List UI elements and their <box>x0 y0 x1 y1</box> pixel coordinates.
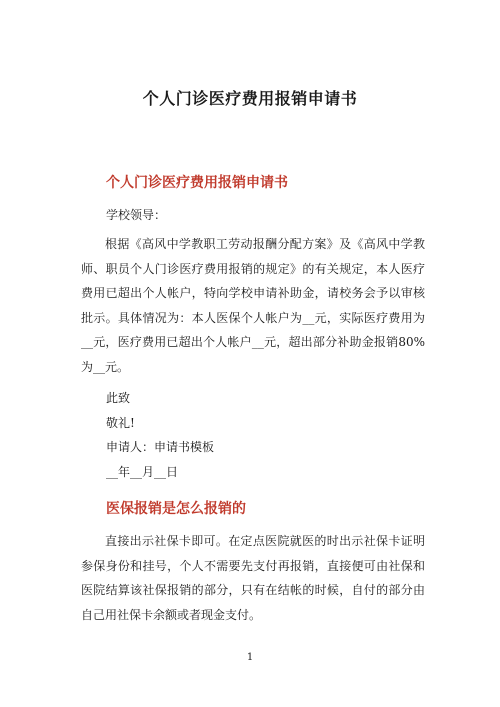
closing-line-2: 敬礼! <box>106 416 135 430</box>
section-heading-application: 个人门诊医疗费用报销申请书 <box>106 175 288 191</box>
closing-line-1: 此致 <box>106 391 131 405</box>
applicant-line: 申请人：申请书模板 <box>106 440 215 454</box>
reimbursement-body-paragraph: 直接出示社保卡即可。在定点医院就医的时出示社保卡证明参保身份和挂号，个人不需要先支付再报销，直接便可由社保和医院结算该社保报销的部分，只有在结帐的时候，自付的部分由自己用社保卡余额或者现金支付。 <box>81 534 425 622</box>
salutation: 学校领导： <box>106 208 167 222</box>
application-body-paragraph: 根据《高风中学教职工劳动报酬分配方案》及《高风中学教师、职员个人门诊医疗费用报销的规定》的有关规定，本人医疗费用已超出个人帐户，特向学校申请补助金，请校务会予以审核批示。具体情况为：本人医保个人帐户为__元，实际医疗费用为__元，医疗费用已超出个人帐户__元，超出部分补助金报销80%为__元。 <box>81 237 425 374</box>
date-line: __年__月__日 <box>106 465 179 479</box>
document-title: 个人门诊医疗费用报销申请书 <box>142 89 358 108</box>
page-number: 1 <box>246 652 254 663</box>
section-heading-reimbursement: 医保报销是怎么报销的 <box>106 501 246 517</box>
